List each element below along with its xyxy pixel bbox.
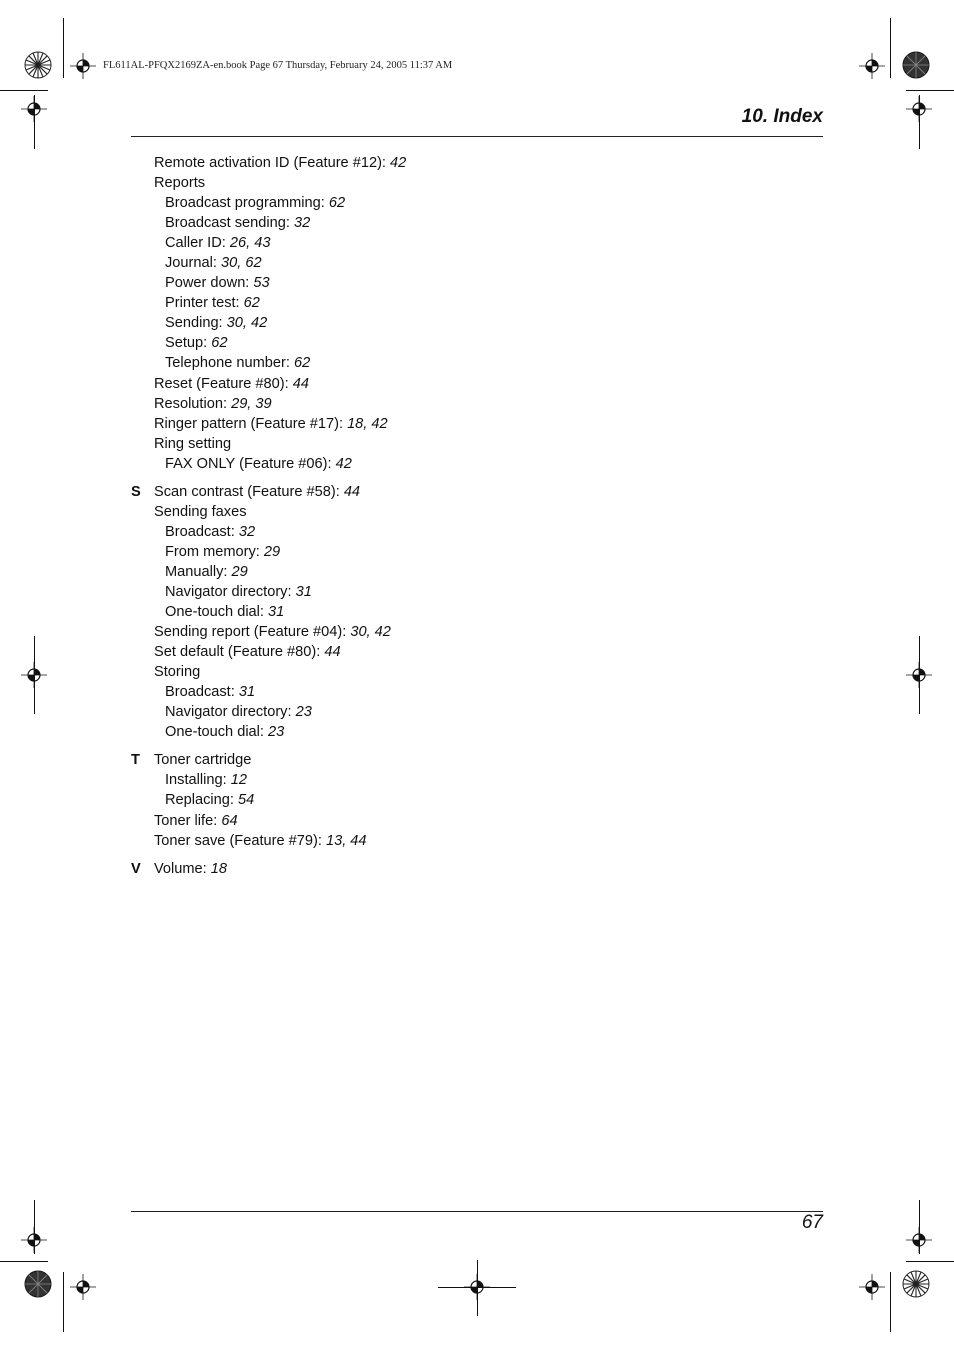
entry-pages: 44 [343,483,361,500]
index-entry [131,859,731,879]
entry-pages: 31 [268,604,285,621]
crop-mark [919,1200,920,1254]
entry-text: Sending report (Feature #04): [154,624,351,641]
entry-pages: 18 [210,860,228,877]
index-entry [131,482,731,502]
entry-text: Remote activation ID (Feature #12): [154,155,391,171]
index-entry [131,811,731,831]
index-entry [131,502,731,522]
index-entry [131,562,731,582]
entry-pages: 30, 42 [350,624,391,641]
entry-pages: 29 [263,543,281,560]
index-entry [131,153,731,173]
entry-text: Navigator directory: [165,583,296,600]
section-letter: S [131,483,141,500]
entry-pages: 29, 39 [231,395,272,412]
index-entry [131,662,731,682]
page-number: 67 [801,1212,823,1233]
index-entry [131,253,731,273]
star-target-icon [902,51,930,79]
index-entry [131,722,731,742]
index-entry [131,790,731,810]
crop-mark [63,18,64,78]
index-entry [131,682,731,702]
index-entry [131,173,731,193]
entry-text: One-touch dial: [165,604,269,621]
entry-pages: 26, 43 [229,235,271,252]
index-entry [131,582,731,602]
crop-mark [63,1272,64,1332]
crop-mark [34,95,35,149]
entry-text: Setup: [165,335,212,352]
registration-crosshair-icon [70,1274,96,1300]
entry-text: One-touch dial: [165,724,269,741]
index-entry [131,293,731,313]
entry-text: Toner save (Feature #79): [154,832,326,849]
entry-text: Sending: [165,315,227,332]
entry-text: FAX ONLY (Feature #06): [165,455,336,472]
entry-pages: 29 [231,563,248,580]
entry-pages: 42 [335,455,352,472]
crop-mark [477,1260,478,1316]
index-entry [131,434,731,454]
entry-pages: 30, 42 [226,315,268,332]
entry-pages: 32 [294,215,311,232]
index-entry [131,702,731,722]
entry-pages: 53 [253,275,270,292]
crop-mark [890,18,891,78]
entry-pages: 12 [230,772,247,789]
entry-text: Volume: [154,860,211,877]
entry-text: Caller ID: [165,235,230,252]
entry-pages: 62 [211,335,228,352]
index-entry [131,273,731,293]
section-letter: V [131,860,141,877]
registration-crosshair-icon [859,53,885,79]
entry-text: Broadcast programming: [165,195,329,212]
entry-pages: 44 [324,644,341,661]
index-entry [131,313,731,333]
entry-text: Storing [154,664,201,681]
crop-mark [906,90,954,91]
entry-text: From memory: [165,543,264,560]
entry-pages: 32 [238,523,256,540]
entry-pages: 31 [238,684,256,701]
index-entry [131,233,731,253]
entry-text: Resolution: [154,395,232,412]
index-entry [131,213,731,233]
crop-mark [906,1261,954,1262]
entry-pages: 18, 42 [347,415,388,432]
entry-pages: 62 [294,355,311,372]
index-entry [131,414,731,434]
entry-pages: 62 [243,295,260,312]
entry-text: Toner life: [154,812,222,829]
entry-text: Reset (Feature #80): [154,375,293,392]
entry-pages: 30, 62 [220,255,262,272]
star-target-icon [902,1270,930,1298]
index-entry [131,602,731,622]
index-entry [131,642,731,662]
index-entry [131,622,731,642]
entry-pages: 23 [268,724,285,741]
index-entry [131,770,731,790]
crop-mark [919,636,920,714]
entry-text: Journal: [165,255,221,272]
entry-text: Sending faxes [154,503,247,520]
registration-crosshair-icon [859,1274,885,1300]
chapter-title: 10. Index [741,106,823,127]
index-entry [131,522,731,542]
index-entry [131,831,731,851]
crop-mark [34,1200,35,1254]
entry-text: Scan contrast (Feature #58): [154,483,344,500]
index-entry [131,394,731,414]
section-letter: T [131,752,140,769]
entry-text: Broadcast: [165,684,239,701]
crop-mark [890,1272,891,1332]
entry-text: Navigator directory: [165,704,296,721]
entry-pages: 42 [390,155,407,171]
entry-pages: 54 [238,792,255,809]
index-entry [131,353,731,373]
index-entry [131,750,731,770]
entry-text: Broadcast sending: [165,215,294,232]
star-target-icon [24,1270,52,1298]
index-entry [131,542,731,562]
entry-pages: 62 [328,195,346,212]
entry-text: Reports [154,175,206,192]
registration-crosshair-icon [70,53,96,79]
star-target-icon [24,51,52,79]
crop-mark [34,636,35,714]
header-rule [131,136,823,137]
crop-mark [919,95,920,149]
entry-pages: 13, 44 [325,832,367,849]
index-entry [131,193,731,213]
entry-pages: 44 [292,375,309,392]
entry-text: Ringer pattern (Feature #17): [154,415,348,432]
entry-text: Ring setting [154,435,232,452]
entry-text: Printer test: [165,295,244,312]
entry-text: Set default (Feature #80): [154,644,325,661]
crop-mark [0,1261,48,1262]
crop-mark [0,90,48,91]
entry-pages: 64 [221,812,238,829]
entry-text: Telephone number: [165,355,294,372]
entry-text: Installing: [165,772,231,789]
entry-text: Replacing: [165,792,239,809]
entry-text: Manually: [165,563,232,580]
footer-rule [131,1211,823,1212]
entry-text: Power down: [165,275,254,292]
entry-pages: 23 [295,704,312,721]
index-entry [131,374,731,394]
entry-pages: 31 [295,583,312,600]
entry-text: Toner cartridge [154,752,252,769]
index-body [131,153,731,879]
index-entry [131,333,731,353]
print-header: FL611AL-PFQX2169ZA-en.book Page 67 Thursday, February 24, 2005 11:37 AM [103,60,453,71]
index-entry [131,454,731,474]
entry-text: Broadcast: [165,523,239,540]
